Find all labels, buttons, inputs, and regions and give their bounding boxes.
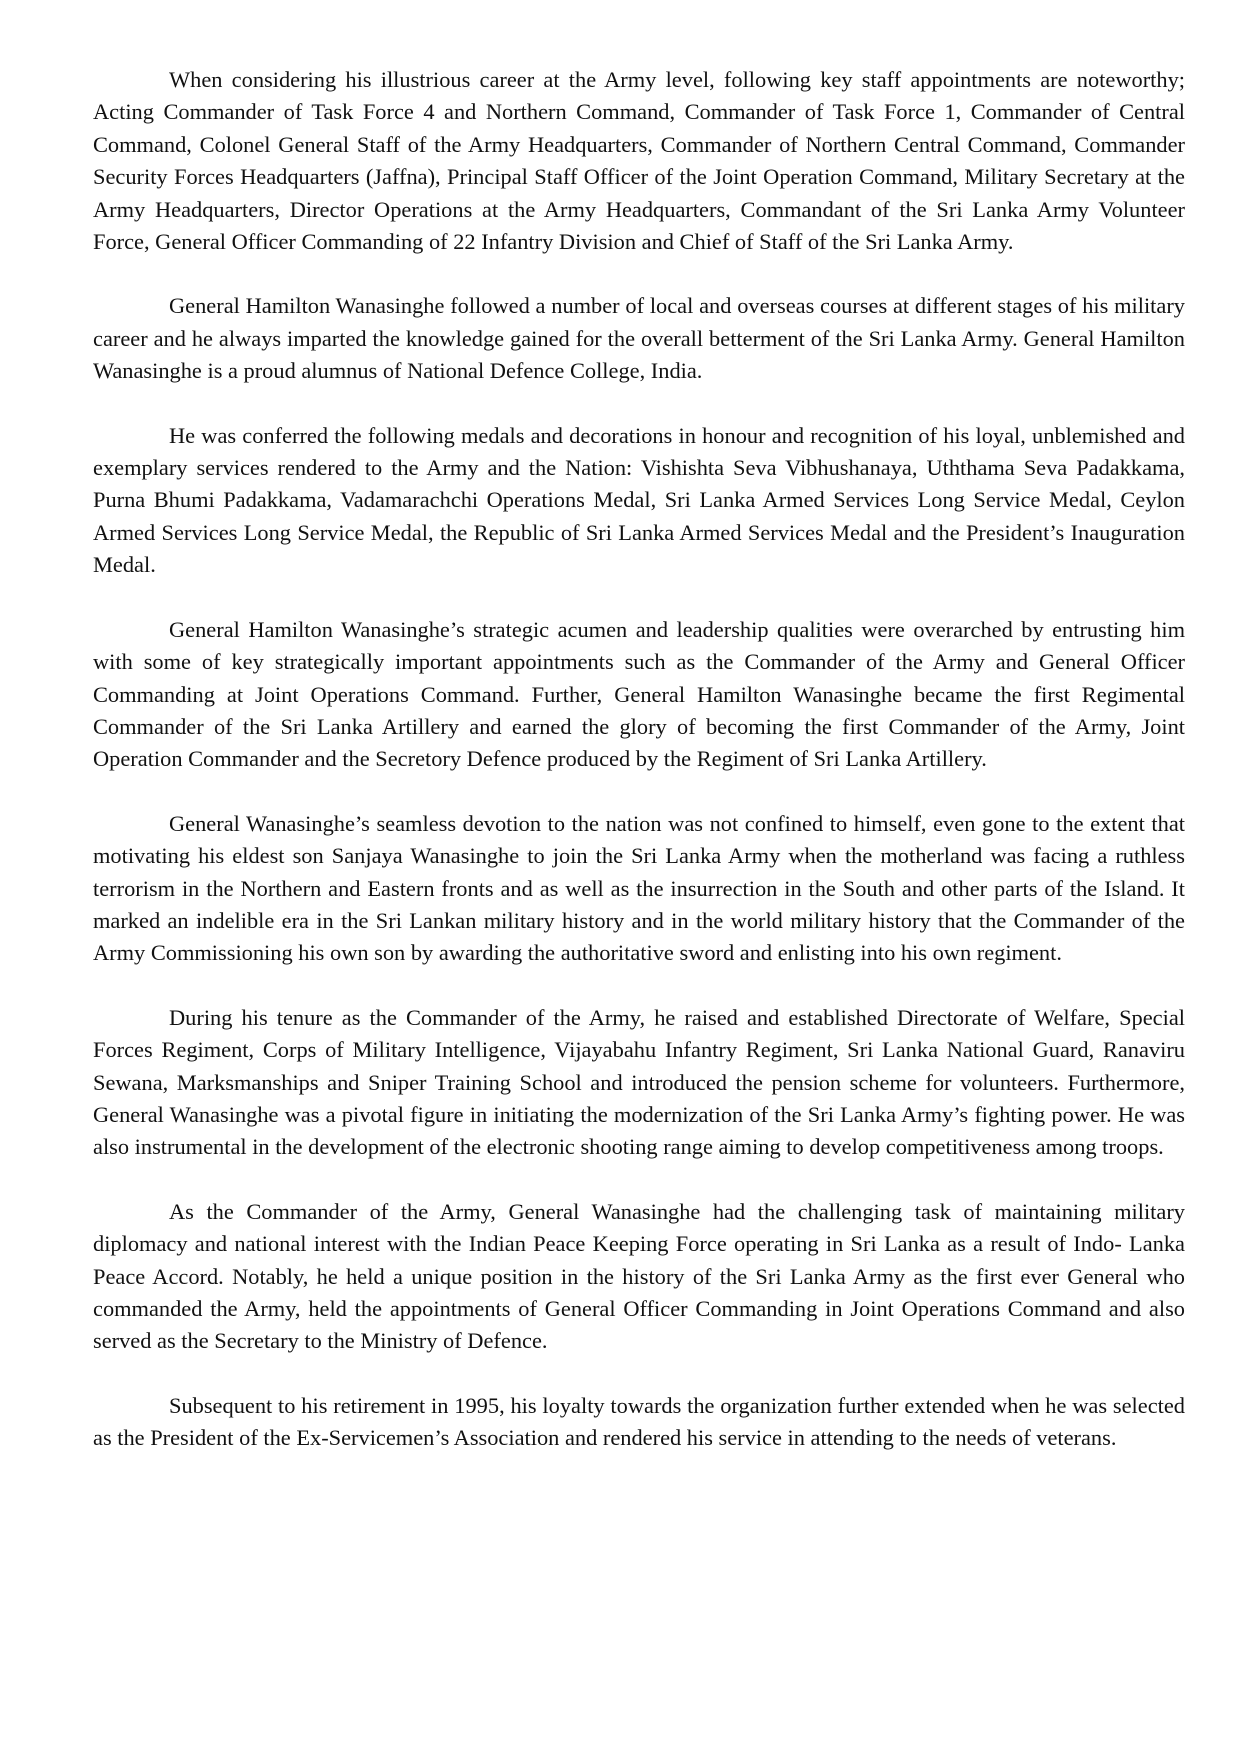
paragraph-strategic-appointments: General Hamilton Wanasinghe’s strategic acumen and leadership qualities were overarched by entrusting him with some of key strategically important appointments such as the Commander of the Army and General Officer Commanding at Joint Operations Command. Further, General Hamilton Wanasinghe became the first Regimental Commander of the Sri Lanka Artillery and earned the glory of becoming the first Commander of the Army, Joint Operation Commander and the Secretory Defence produced by the Regiment of Sri Lanka Artillery. [93,616,1185,772]
paragraph-devotion: General Wanasinghe’s seamless devotion to the nation was not confined to himself, even gone to the extent that motivating his eldest son Sanjaya Wanasinghe to join the Sri Lanka Army when the motherland was facing a ruthless terrorism in the Northern and Eastern fronts and as well as the insurrection in the South and other parts of the Island. It marked an indelible era in the Sri Lankan military history and in the world military history that the Commander of the Army Commissioning his own son by awarding the authoritative sword and enlisting into his own regiment. [93,810,1185,966]
paragraph-diplomacy: As the Commander of the Army, General Wanasinghe had the challenging task of maintaining military diplomacy and national interest with the Indian Peace Keeping Force operating in Sri Lanka as a result of Indo- Lanka Peace Accord. Notably, he held a unique position in the history of the Sri Lanka Army as the first ever General who commanded the Army, held the appointments of General Officer Commanding in Joint Operations Command and also served as the Secretary to the Ministry of Defence. [93,1198,1185,1354]
paragraph-tenure: During his tenure as the Commander of the Army, he raised and established Directorate of Welfare, Special Forces Regiment, Corps of Military Intelligence, Vijayabahu Infantry Regiment, Sri Lanka National Guard, Ranaviru Sewana, Marksmanships and Sniper Training School and introduced the pension scheme for volunteers. Furthermore, General Wanasinghe was a pivotal figure in initiating the modernization of the Sri Lanka Army’s fighting power. He was also instrumental in the development of the electronic shooting range aiming to develop competitiveness among troops. [93,1004,1185,1160]
document-page [93,64,1185,1487]
paragraph-medals: He was conferred the following medals and decorations in honour and recognition of his loyal, unblemished and exemplary services rendered to the Army and the Nation: Vishishta Seva Vibhushanaya, Uththama Seva Padakkama, Purna Bhumi Padakkama, Vadamarachchi Operations Medal, Sri Lanka Armed Services Long Service Medal, Ceylon Armed Services Long Service Medal, the Republic of Sri Lanka Armed Services Medal and the President’s Inauguration Medal. [93,422,1185,578]
paragraph-staff-appointments: When considering his illustrious career at the Army level, following key staff appointments are noteworthy; Acting Commander of Task Force 4 and Northern Command, Commander of Task Force 1, Commander of Central Command, Colonel General Staff of the Army Headquarters, Commander of Northern Central Command, Commander Security Forces Headquarters (Jaffna), Principal Staff Officer of the Joint Operation Command, Military Secretary at the Army Headquarters, Director Operations at the Army Headquarters, Commandant of the Sri Lanka Army Volunteer Force, General Officer Commanding of 22 Infantry Division and Chief of Staff of the Sri Lanka Army. [93,67,1185,255]
paragraph-courses: General Hamilton Wanasinghe followed a number of local and overseas courses at different stages of his military career and he always imparted the knowledge gained for the overall betterment of the Sri Lanka Army. General Hamilton Wanasinghe is a proud alumnus of National Defence College, India. [93,293,1185,384]
paragraph-retirement: Subsequent to his retirement in 1995, his loyalty towards the organization further extended when he was selected as the President of the Ex-Servicemen’s Association and rendered his service in attending to the needs of veterans. [93,1392,1185,1451]
